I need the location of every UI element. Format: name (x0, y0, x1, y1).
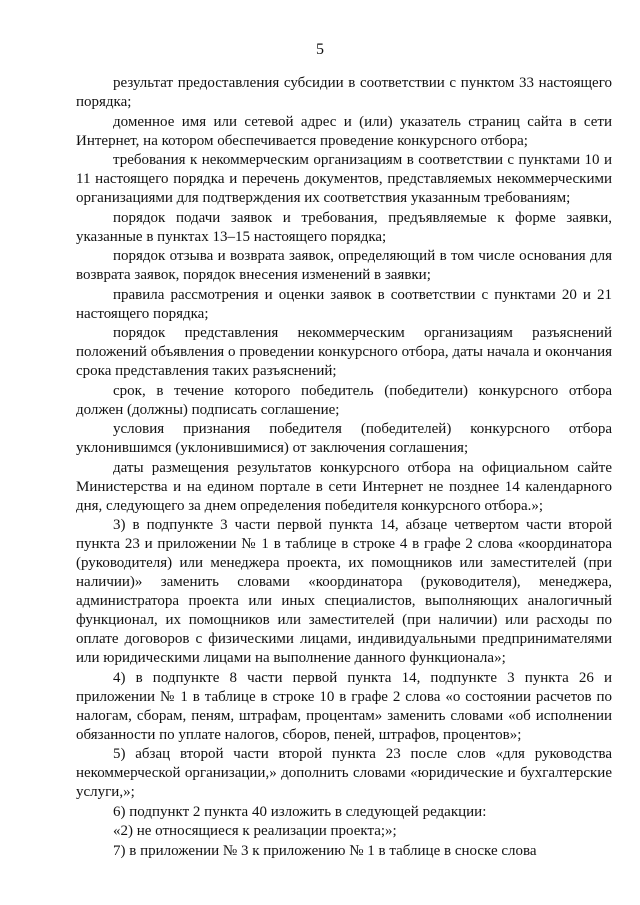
page-number: 5 (316, 41, 324, 58)
paragraph: доменное имя или сетевой адрес и (или) указатель страниц сайта в сети Интернет, на котором обеспечивается проведение конкурсного отбора; (76, 113, 612, 149)
paragraph: условия признания победителя (победителей) конкурсного отбора уклонившимся (уклонившимися) от заключения соглашения; (76, 421, 612, 456)
paragraph: порядок подачи заявок и требования, предъявляемые к форме заявки, указанные в пунктах 13–15 настоящего порядка; (76, 209, 612, 245)
document-body (76, 74, 612, 861)
paragraph: порядок отзыва и возврата заявок, определяющий в том числе основания для возврата заявок, порядок внесения изменений в заявки; (76, 248, 612, 283)
paragraph: 6) подпункт 2 пункта 40 изложить в следующей редакции: (113, 803, 487, 820)
paragraph: даты размещения результатов конкурсного отбора на официальном сайте Министерства и на едином портале в сети Интернет не позднее 14 календарного дня, следующего за днем определения победителя конкурсного отбора.»; (76, 459, 612, 514)
paragraph: «2) не относящиеся к реализации проекта;»; (113, 823, 397, 839)
paragraph: 7) в приложении № 3 к приложению № 1 в таблице в сноске слова (113, 842, 537, 859)
paragraph: порядок представления некоммерческим организациям разъяснений положений объявления о проведении конкурсного отбора, даты начала и окончания срока представления таких разъяснений; (76, 325, 612, 379)
paragraph: правила рассмотрения и оценки заявок в соответствии с пунктами 20 и 21 настоящего порядка; (76, 286, 612, 322)
paragraph: 4) в подпункте 8 части первой пункта 14, подпункте 3 пункта 26 и приложении № 1 в таблице в строке 10 в графе 2 слова «о состоянии расчетов по налогам, сборам, пеням, штрафам, процентам» заменить словами «об исполнении обязанности по уплате налогов, сборов, пеней, штрафов, процентов»; (76, 669, 612, 743)
paragraph: 5) абзац второй части второй пункта 23 после слов «для руководства некоммерческой организации,» дополнить словами «юридические и бухгалтерские услуги,»; (76, 746, 612, 800)
paragraph: требования к некоммерческим организациям в соответствии с пунктами 10 и 11 настоящего порядка и перечень документов, представляемых некоммерческими организациями для подтверждения их соответствия указанным требованиям; (76, 152, 612, 206)
paragraph: срок, в течение которого победитель (победители) конкурсного отбора должен (должны) подписать соглашение; (76, 382, 612, 418)
paragraph: 3) в подпункте 3 части первой пункта 14, абзаце четвертом части второй пункта 23 и приложении № 1 в таблице в строке 4 в графе 2 слова «координатора (руководителя) или менеджера проекта, их помощников или заместителей (при наличии)» заменить словами «координатора (руководителя), менеджера, администратора проекта или иных специалистов, выполняющих аналогичный функционал, их помощников или заместителей (при наличии) или расходы по оплате договоров с физическими лицами, индивидуальными предпринимателями или юридическими лицами на выполнение данного функционала»; (76, 517, 612, 666)
paragraph: результат предоставления субсидии в соответствии с пунктом 33 настоящего порядка; (76, 75, 612, 110)
